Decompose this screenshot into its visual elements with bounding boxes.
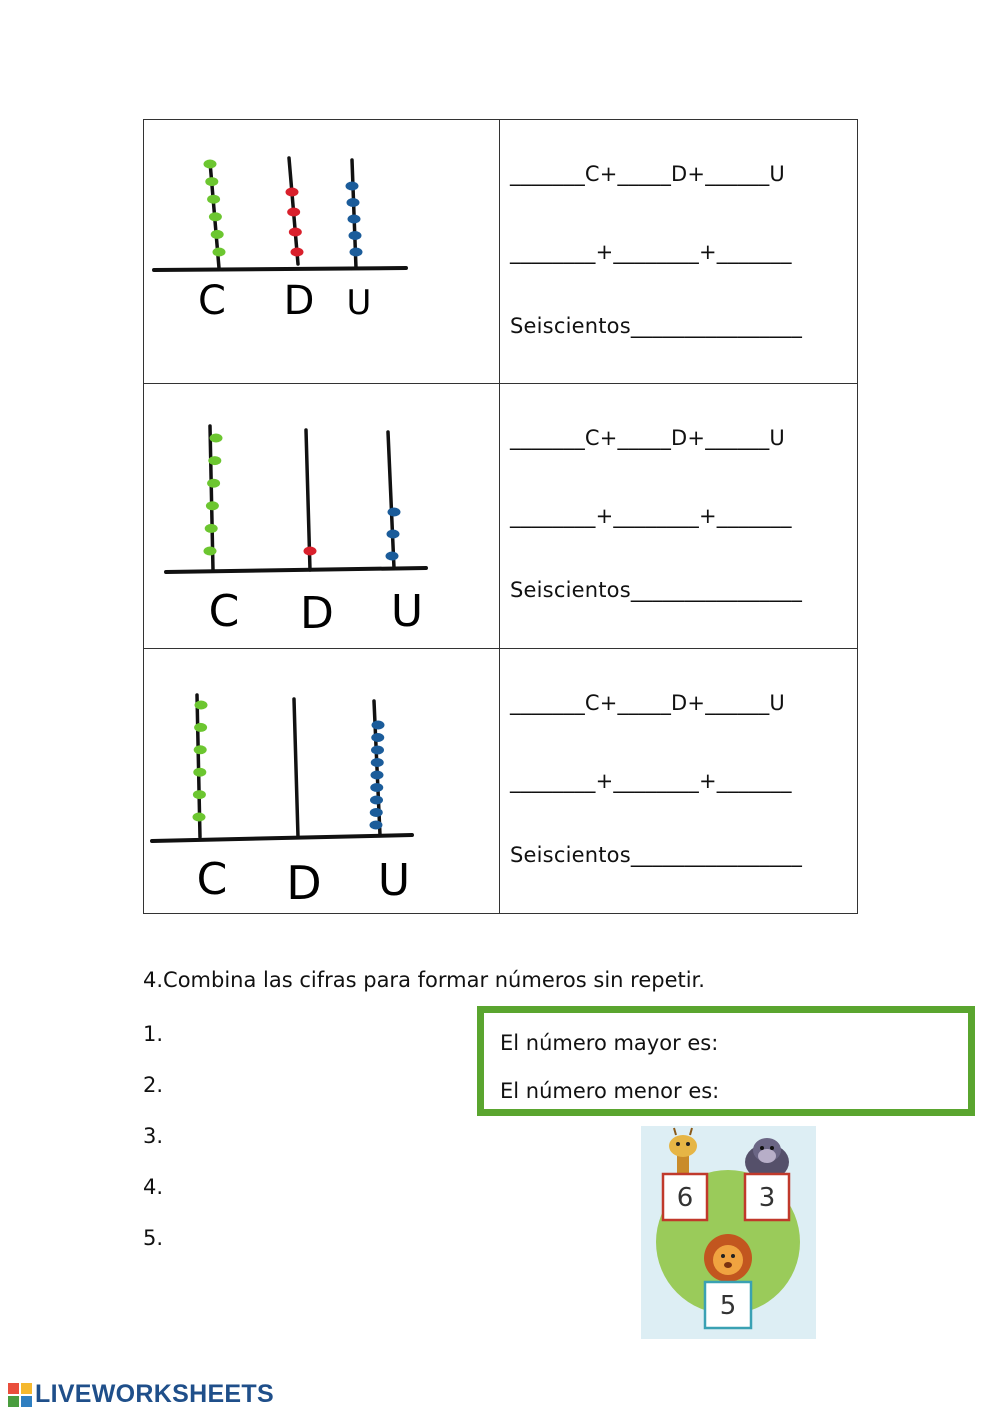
abacus-bead xyxy=(387,530,400,539)
abacus-bead xyxy=(213,248,226,257)
abacus-bead xyxy=(372,721,385,730)
cdu-blank-line[interactable]: _______C+_____D+______U xyxy=(510,426,785,450)
answer-cell xyxy=(500,384,858,649)
sum-blank-line[interactable]: ________+________+_______ xyxy=(510,240,792,264)
abacus-bead xyxy=(194,745,207,754)
brand-name: LIVEWORKSHEETS xyxy=(35,1380,274,1408)
abacus-bead xyxy=(291,248,304,257)
abacus-bead xyxy=(204,547,217,556)
abacus-bead xyxy=(346,182,359,191)
digit-card-value: 5 xyxy=(719,1291,737,1321)
abacus-cell xyxy=(144,384,500,649)
abacus-label: C xyxy=(198,278,226,324)
answer-cell xyxy=(500,649,858,914)
list-item[interactable]: 5. xyxy=(143,1226,164,1250)
abacus-bead xyxy=(370,821,383,830)
abacus-label: D xyxy=(286,856,322,910)
abacus-bead xyxy=(193,768,206,777)
abacus-bead xyxy=(371,733,384,742)
abacus-bead xyxy=(195,701,208,710)
abacus-bead xyxy=(286,188,299,197)
abacus-drawing xyxy=(144,384,499,649)
abacus-bead xyxy=(210,434,223,443)
cdu-blank-line[interactable]: _______C+_____D+______U xyxy=(510,162,785,186)
abacus-bead xyxy=(209,212,222,221)
worksheet-row xyxy=(144,120,858,384)
abacus-bead xyxy=(207,479,220,488)
abacus-bead xyxy=(371,758,384,767)
number-name-line[interactable]: Seiscientos________________ xyxy=(510,314,803,338)
abacus-bead xyxy=(204,160,217,169)
liveworksheets-logo xyxy=(8,1380,274,1409)
abacus-bead xyxy=(287,208,300,217)
abacus-label: U xyxy=(377,855,411,906)
result-box xyxy=(477,1006,975,1116)
abacus-bead xyxy=(349,231,362,240)
abacus-bead xyxy=(371,746,384,755)
abacus-bead xyxy=(193,790,206,799)
abacus-drawing xyxy=(144,649,499,914)
abacus-bead xyxy=(370,796,383,805)
abacus-bead xyxy=(350,248,363,257)
abacus-bead xyxy=(193,813,206,822)
abacus-bead xyxy=(388,508,401,517)
abacus-label: U xyxy=(346,283,372,323)
abacus-bead xyxy=(371,771,384,780)
list-item[interactable]: 2. xyxy=(143,1073,164,1097)
worksheet-row xyxy=(144,384,858,649)
digit-card-value: 6 xyxy=(676,1183,694,1213)
worksheet-row xyxy=(144,649,858,914)
abacus-bead xyxy=(211,230,224,239)
abacus-label: D xyxy=(283,278,315,324)
greater-number-prompt[interactable]: El número mayor es: xyxy=(500,1031,719,1055)
lion-icon xyxy=(704,1234,752,1282)
abacus-bead xyxy=(289,228,302,237)
animal-digit-cards-illustration xyxy=(641,1126,816,1339)
cdu-blank-line[interactable]: _______C+_____D+______U xyxy=(510,691,785,715)
abacus-bead xyxy=(205,524,218,533)
digit-card-value: 3 xyxy=(758,1183,776,1213)
list-item[interactable]: 1. xyxy=(143,1022,164,1046)
abacus-bead xyxy=(206,501,219,510)
number-name-line[interactable]: Seiscientos________________ xyxy=(510,843,803,867)
abacus-bead xyxy=(208,456,221,465)
abacus-worksheet-table xyxy=(143,119,858,914)
abacus-bead xyxy=(347,198,360,207)
abacus-bead xyxy=(348,215,361,224)
sum-blank-line[interactable]: ________+________+_______ xyxy=(510,769,792,793)
abacus-bead xyxy=(207,195,220,204)
logo-blocks-icon xyxy=(8,1383,32,1407)
answer-number-list xyxy=(143,1020,163,1275)
abacus-bead xyxy=(304,547,317,556)
abacus-bead xyxy=(194,723,207,732)
abacus-label: D xyxy=(300,588,334,639)
smaller-number-prompt[interactable]: El número menor es: xyxy=(500,1079,720,1103)
sum-blank-line[interactable]: ________+________+_______ xyxy=(510,504,792,528)
abacus-label: C xyxy=(196,854,228,905)
abacus-bead xyxy=(370,783,383,792)
abacus-bead xyxy=(386,552,399,561)
list-item[interactable]: 4. xyxy=(143,1175,164,1199)
abacus-label: U xyxy=(390,586,424,637)
abacus-label: C xyxy=(208,586,240,637)
abacus-bead xyxy=(370,808,383,817)
abacus-bead xyxy=(205,177,218,186)
list-item[interactable]: 3. xyxy=(143,1124,164,1148)
abacus-cell xyxy=(144,120,500,384)
abacus-cell xyxy=(144,649,500,914)
answer-cell xyxy=(500,120,858,384)
number-name-line[interactable]: Seiscientos________________ xyxy=(510,578,803,602)
exercise-4-title: 4.Combina las cifras para formar números sin repetir. xyxy=(143,968,705,992)
abacus-drawing xyxy=(144,120,499,384)
